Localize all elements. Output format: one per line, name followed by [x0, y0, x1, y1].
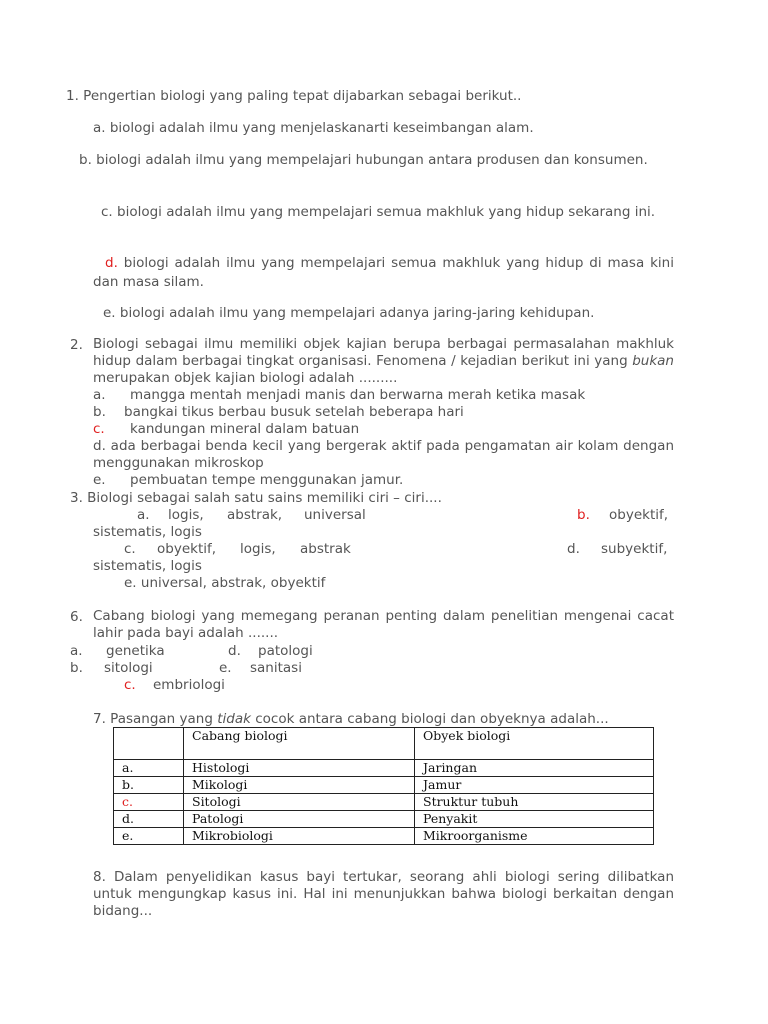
q3-question: 3. Biologi sebagai salah satu sains memiliki ciri – ciri....	[70, 490, 442, 506]
table-cell: Histologi	[184, 760, 415, 777]
q6-option-a-text: genetika	[106, 643, 165, 659]
table-row	[114, 777, 654, 794]
q6-option-d-letter: d.	[228, 643, 241, 659]
table-cell: Struktur tubuh	[415, 794, 654, 811]
q3-option-a-w2: abstrak,	[227, 507, 283, 523]
table-cell: Penyakit	[415, 811, 654, 828]
q6-stem: Cabang biologi yang memegang peranan penting dalam penelitian mengenai cacat lahir pada bayi adalah .......	[93, 608, 674, 641]
answer-mark: c.	[93, 421, 105, 437]
q7-question	[93, 711, 609, 728]
table-row	[114, 811, 654, 828]
q6-option-b-text: sitologi	[104, 660, 153, 676]
q1-question: 1. Pengertian biologi yang paling tepat dijabarkan sebagai berikut..	[66, 88, 522, 104]
q1-option-d-text: biologi adalah ilmu yang mempelajari semua makhluk yang hidup di masa kini dan masa silam.	[93, 255, 674, 290]
q1-option-b: b. biologi adalah ilmu yang mempelajari hubungan antara produsen dan konsumen.	[79, 152, 648, 168]
q2-option-e-letter: e.	[93, 472, 106, 488]
q8-question: 8. Dalam penyelidikan kasus bayi tertukar, seorang ahli biologi sering dilibatkan untuk mengungkap kasus ini. Hal ini menunjukkan bahwa biologi berkaitan dengan bidang...	[93, 869, 674, 919]
q6-option-e-letter: e.	[219, 660, 232, 676]
q2-number: 2.	[70, 337, 83, 353]
q1-option-e: e. biologi adalah ilmu yang mempelajari adanya jaring-jaring kehidupan.	[103, 305, 595, 321]
q7-question-post: cocok antara cabang biologi dan obyeknya adalah...	[250, 711, 609, 727]
table-cell: d.	[114, 811, 184, 828]
q2-option-b-letter: b.	[93, 404, 106, 420]
q3-option-a-w1: logis,	[168, 507, 204, 523]
q3-option-a-w3: universal	[304, 507, 366, 523]
q3-option-c-w1: obyektif,	[157, 541, 217, 557]
q2-option-d: d. ada berbagai benda kecil yang bergerak aktif pada pengamatan air kolam dengan menggunakan mikroskop	[93, 438, 674, 471]
q2-option-c-text: kandungan mineral dalam batuan	[130, 421, 360, 437]
table-cell: Mikologi	[184, 777, 415, 794]
table-cell: Jamur	[415, 777, 654, 794]
answer-mark: c.	[124, 677, 136, 693]
table-header-cell: Cabang biologi	[184, 728, 415, 760]
table-cell: Mikroorganisme	[415, 828, 654, 845]
q3-option-b-cont: sistematis, logis	[93, 524, 202, 540]
q3-option-d-letter: d.	[567, 541, 580, 557]
answer-mark: c.	[114, 794, 184, 811]
q6-option-e-text: sanitasi	[250, 660, 302, 676]
table-header-cell: Obyek biologi	[415, 728, 654, 760]
table-cell: a.	[114, 760, 184, 777]
q6-option-c-text: embriologi	[153, 677, 225, 693]
q2-stem	[93, 336, 674, 387]
q1-option-d	[93, 254, 674, 292]
q2-option-e-text: pembuatan tempe menggunakan jamur.	[130, 472, 404, 488]
table-header-row	[114, 728, 654, 760]
q2-option-a-letter: a.	[93, 387, 106, 403]
q1-option-c: c. biologi adalah ilmu yang mempelajari semua makhluk yang hidup sekarang ini.	[101, 204, 656, 220]
table-cell: Mikrobiologi	[184, 828, 415, 845]
table-row	[114, 828, 654, 845]
table-row	[114, 794, 654, 811]
q6-number: 6.	[70, 609, 83, 625]
q3-option-c-w2: logis,	[240, 541, 276, 557]
q2-stem-italic: bukan	[632, 353, 674, 369]
q7-question-italic: tidak	[217, 711, 251, 727]
answer-mark: b.	[577, 507, 590, 523]
table-row	[114, 760, 654, 777]
q2-stem-post: merupakan objek kajian biologi adalah .........	[93, 370, 398, 386]
answer-mark: d.	[105, 255, 118, 271]
q7-table	[113, 727, 654, 845]
q2-option-b-text: bangkai tikus berbau busuk setelah beberapa hari	[124, 404, 464, 420]
q3-option-b-text: obyektif,	[609, 507, 669, 523]
q6-option-a-letter: a.	[70, 643, 83, 659]
q7-question-pre: 7. Pasangan yang	[93, 711, 218, 727]
q3-option-c-letter: c.	[124, 541, 136, 557]
q2-stem-pre: Biologi sebagai ilmu memiliki objek kajian berupa berbagai permasalahan makhluk hidup dalam berbagai tingkat organisasi. Fenomena / kejadian berikut ini yang	[93, 336, 674, 369]
table-header-cell	[114, 728, 184, 760]
q3-option-d-text: subyektif,	[601, 541, 668, 557]
table-cell: b.	[114, 777, 184, 794]
q6-option-d-text: patologi	[258, 643, 313, 659]
q1-option-a: a. biologi adalah ilmu yang menjelaskanarti keseimbangan alam.	[93, 120, 534, 136]
q3-option-d-cont: sistematis, logis	[93, 558, 202, 574]
q3-option-a-letter: a.	[137, 507, 150, 523]
q3-option-c-w3: abstrak	[300, 541, 351, 557]
q2-option-a-text: mangga mentah menjadi manis dan berwarna merah ketika masak	[130, 387, 586, 403]
q3-option-e: e. universal, abstrak, obyektif	[124, 575, 326, 591]
table-cell: e.	[114, 828, 184, 845]
table-cell: Sitologi	[184, 794, 415, 811]
q6-option-b-letter: b.	[70, 660, 83, 676]
table-cell: Patologi	[184, 811, 415, 828]
table-cell: Jaringan	[415, 760, 654, 777]
